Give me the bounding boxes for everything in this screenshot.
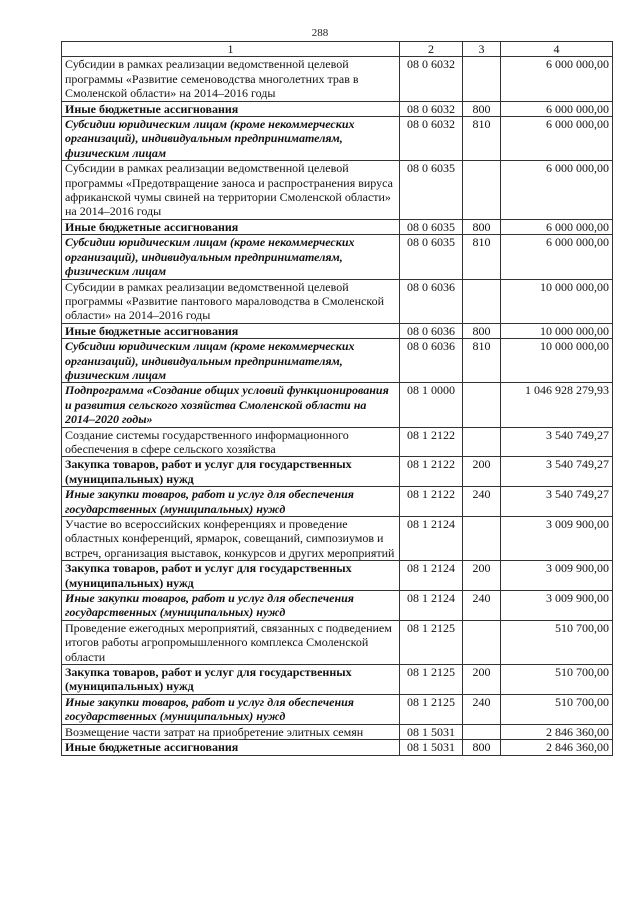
row-amount-cell: 6 000 000,00	[501, 117, 613, 161]
row-name-cell: Проведение ежегодных мероприятий, связанных с подведением итогов работы агропромышленного комплекса Смоленской области	[62, 620, 400, 664]
row-amount-cell: 6 000 000,00	[501, 219, 613, 234]
row-group-cell: 810	[463, 117, 501, 161]
column-header-name: 1	[62, 42, 400, 57]
row-name-cell: Иные бюджетные ассигнования	[62, 101, 400, 116]
row-name-cell: Подпрограмма «Создание общих условий функционирования и развития сельского хозяйства Смоленской области на 2014–2020 годы»	[62, 383, 400, 427]
table-row	[62, 101, 613, 116]
row-amount-cell: 1 046 928 279,93	[501, 383, 613, 427]
table-row	[62, 694, 613, 724]
column-header-amount: 4	[501, 42, 613, 57]
row-code-cell: 08 0 6036	[400, 279, 463, 323]
row-group-cell: 800	[463, 219, 501, 234]
row-code-cell: 08 1 5031	[400, 724, 463, 739]
row-amount-cell: 10 000 000,00	[501, 323, 613, 338]
row-group-cell: 810	[463, 339, 501, 383]
row-group-cell: 800	[463, 101, 501, 116]
row-name-cell: Закупка товаров, работ и услуг для государственных (муниципальных) нужд	[62, 665, 400, 695]
table-row	[62, 279, 613, 323]
header-row	[62, 42, 613, 57]
table-row	[62, 665, 613, 695]
table-row	[62, 740, 613, 755]
row-group-cell	[463, 383, 501, 427]
row-amount-cell: 3 540 749,27	[501, 427, 613, 457]
table-row	[62, 323, 613, 338]
table-row	[62, 724, 613, 739]
row-group-cell: 200	[463, 457, 501, 487]
row-code-cell: 08 0 6036	[400, 323, 463, 338]
table-row	[62, 117, 613, 161]
row-name-cell: Возмещение части затрат на приобретение элитных семян	[62, 724, 400, 739]
table-body	[62, 57, 613, 755]
row-name-cell: Субсидии юридическим лицам (кроме некоммерческих организаций), индивидуальным предпринимателям, физическим лицам	[62, 339, 400, 383]
row-code-cell: 08 1 5031	[400, 740, 463, 755]
row-amount-cell: 3 540 749,27	[501, 487, 613, 517]
table-row	[62, 517, 613, 561]
row-group-cell	[463, 161, 501, 220]
row-code-cell: 08 1 2122	[400, 487, 463, 517]
row-name-cell: Создание системы государственного информационного обеспечения в сфере сельского хозяйства	[62, 427, 400, 457]
row-code-cell: 08 1 2125	[400, 620, 463, 664]
table-row	[62, 457, 613, 487]
row-code-cell: 08 0 6036	[400, 339, 463, 383]
row-name-cell: Субсидии юридическим лицам (кроме некоммерческих организаций), индивидуальным предпринимателям, физическим лицам	[62, 235, 400, 279]
row-group-cell	[463, 427, 501, 457]
row-code-cell: 08 1 2122	[400, 457, 463, 487]
row-code-cell: 08 1 2122	[400, 427, 463, 457]
row-group-cell: 200	[463, 561, 501, 591]
row-amount-cell: 3 009 900,00	[501, 561, 613, 591]
row-amount-cell: 6 000 000,00	[501, 235, 613, 279]
row-code-cell: 08 1 0000	[400, 383, 463, 427]
row-name-cell: Закупка товаров, работ и услуг для государственных (муниципальных) нужд	[62, 561, 400, 591]
row-group-cell: 200	[463, 665, 501, 695]
table-row	[62, 487, 613, 517]
row-code-cell: 08 1 2125	[400, 694, 463, 724]
row-group-cell	[463, 724, 501, 739]
row-code-cell: 08 0 6035	[400, 219, 463, 234]
row-code-cell: 08 0 6035	[400, 235, 463, 279]
row-amount-cell: 3 540 749,27	[501, 457, 613, 487]
row-group-cell	[463, 517, 501, 561]
row-group-cell	[463, 620, 501, 664]
table-row	[62, 219, 613, 234]
row-group-cell: 810	[463, 235, 501, 279]
row-code-cell: 08 0 6032	[400, 57, 463, 101]
row-group-cell	[463, 279, 501, 323]
row-name-cell: Иные бюджетные ассигнования	[62, 323, 400, 338]
row-name-cell: Иные закупки товаров, работ и услуг для обеспечения государственных (муниципальных) нужд	[62, 591, 400, 621]
row-group-cell: 240	[463, 487, 501, 517]
table-row	[62, 591, 613, 621]
table-row	[62, 620, 613, 664]
row-name-cell: Субсидии в рамках реализации ведомственной целевой программы «Предотвращение заноса и распространения вируса африканской чумы свиней на территории Смоленской области» на 2014–2016 годы	[62, 161, 400, 220]
budget-table	[61, 41, 613, 756]
row-amount-cell: 6 000 000,00	[501, 57, 613, 101]
row-name-cell: Субсидии в рамках реализации ведомственной целевой программы «Развитие пантового мараловодства в Смоленской области» на 2014–2016 годы	[62, 279, 400, 323]
row-group-cell: 240	[463, 694, 501, 724]
row-amount-cell: 6 000 000,00	[501, 161, 613, 220]
row-amount-cell: 6 000 000,00	[501, 101, 613, 116]
row-name-cell: Иные бюджетные ассигнования	[62, 219, 400, 234]
row-amount-cell: 3 009 900,00	[501, 591, 613, 621]
table-row	[62, 235, 613, 279]
row-name-cell: Иные закупки товаров, работ и услуг для обеспечения государственных (муниципальных) нужд	[62, 694, 400, 724]
row-name-cell: Участие во всероссийских конференциях и проведение областных конференций, ярмарок, совещаний, симпозиумов и встреч, организация выставок, конкурсов и других мероприятий	[62, 517, 400, 561]
row-code-cell: 08 1 2124	[400, 517, 463, 561]
row-code-cell: 08 1 2124	[400, 591, 463, 621]
row-amount-cell: 510 700,00	[501, 665, 613, 695]
row-group-cell: 240	[463, 591, 501, 621]
table-row	[62, 561, 613, 591]
row-code-cell: 08 0 6035	[400, 161, 463, 220]
table-row	[62, 339, 613, 383]
row-group-cell: 800	[463, 323, 501, 338]
row-amount-cell: 2 846 360,00	[501, 724, 613, 739]
row-code-cell: 08 1 2124	[400, 561, 463, 591]
row-amount-cell: 10 000 000,00	[501, 279, 613, 323]
row-name-cell: Субсидии в рамках реализации ведомственной целевой программы «Развитие семеноводства многолетних трав в Смоленской области» на 2014–2016 годы	[62, 57, 400, 101]
row-code-cell: 08 1 2125	[400, 665, 463, 695]
row-name-cell: Иные закупки товаров, работ и услуг для обеспечения государственных (муниципальных) нужд	[62, 487, 400, 517]
row-amount-cell: 3 009 900,00	[501, 517, 613, 561]
table-row	[62, 57, 613, 101]
table-row	[62, 161, 613, 220]
column-header-code: 2	[400, 42, 463, 57]
page-number: 288	[311, 27, 329, 39]
row-amount-cell: 2 846 360,00	[501, 740, 613, 755]
row-name-cell: Иные бюджетные ассигнования	[62, 740, 400, 755]
row-code-cell: 08 0 6032	[400, 101, 463, 116]
row-code-cell: 08 0 6032	[400, 117, 463, 161]
row-amount-cell: 10 000 000,00	[501, 339, 613, 383]
row-group-cell	[463, 57, 501, 101]
row-name-cell: Субсидии юридическим лицам (кроме некоммерческих организаций), индивидуальным предпринимателям, физическим лицам	[62, 117, 400, 161]
column-header-group: 3	[463, 42, 501, 57]
row-amount-cell: 510 700,00	[501, 620, 613, 664]
table-row	[62, 427, 613, 457]
row-name-cell: Закупка товаров, работ и услуг для государственных (муниципальных) нужд	[62, 457, 400, 487]
table-header	[62, 42, 613, 57]
row-amount-cell: 510 700,00	[501, 694, 613, 724]
table-row	[62, 383, 613, 427]
row-group-cell: 800	[463, 740, 501, 755]
